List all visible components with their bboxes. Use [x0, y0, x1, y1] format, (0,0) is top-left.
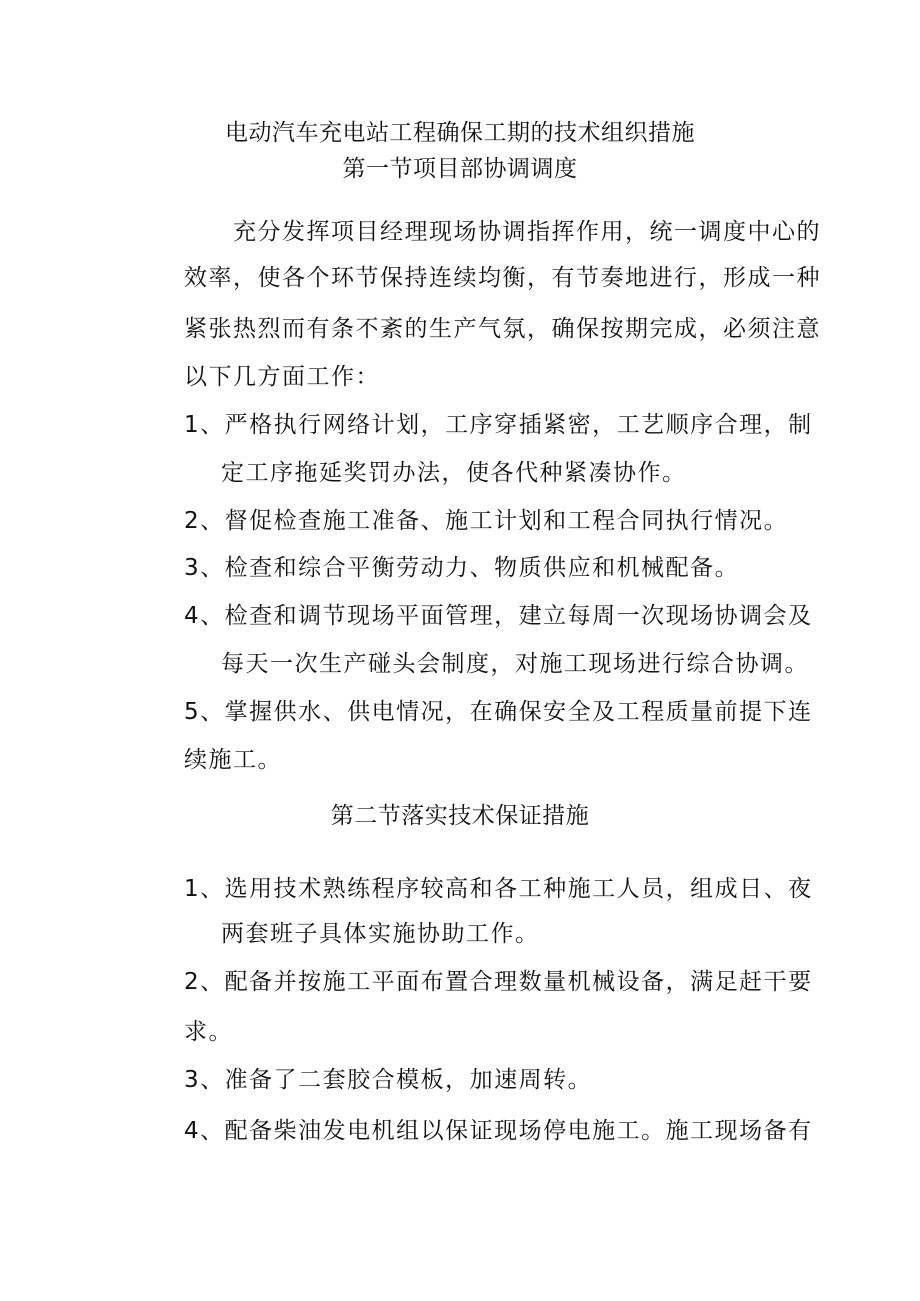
section1-item-5-line-1: 5、掌握供水、供电情况，在确保安全及工程质量前提下连 — [184, 699, 813, 725]
section2-item-1-line-2: 两套班子具体实施协助工作。 — [221, 921, 540, 947]
section1-heading: 第一节项目部协调调度 — [342, 156, 578, 182]
section2-item-2-line-2: 求。 — [184, 1019, 233, 1045]
section1-item-5-line-2: 续施工。 — [184, 747, 282, 773]
section1-intro-line: 紧张热烈而有条不紊的生产气氛，确保按期完成，必须注意 — [184, 316, 821, 342]
section1-intro-line: 充分发挥项目经理现场协调指挥作用，统一调度中心的 — [233, 219, 821, 245]
section1-item-1-line-1: 1、严格执行网络计划，工序穿插紧密，工艺顺序合理，制 — [184, 412, 813, 438]
section1-intro-line: 效率，使各个环节保持连续均衡，有节奏地进行，形成一种 — [184, 265, 821, 291]
section2-heading: 第二节落实技术保证措施 — [330, 803, 590, 829]
section2-item-3: 3、准备了二套胶合模板，加速周转。 — [184, 1067, 593, 1093]
section1-item-4-line-1: 4、检查和调节现场平面管理，建立每周一次现场协调会及 — [184, 603, 813, 629]
section1-item-2: 2、督促检查施工准备、施工计划和工程合同执行情况。 — [184, 508, 789, 534]
section2-item-4-line-1: 4、配备柴油发电机组以保证现场停电施工。施工现场备有 — [184, 1118, 813, 1144]
document-title: 电动汽车充电站工程确保工期的技术组织措施 — [225, 120, 695, 146]
section1-item-1-line-2: 定工序拖延奖罚办法，使各代种紧凑协作。 — [221, 460, 687, 486]
section2-item-1-line-1: 1、选用技术熟练程序较高和各工种施工人员，组成日、夜 — [184, 876, 813, 902]
section1-item-4-line-2: 每天一次生产碰头会制度，对施工现场进行综合协调。 — [221, 651, 809, 677]
section1-intro-line: 以下几方面工作： — [184, 364, 380, 390]
section2-item-2-line-1: 2、配备并按施工平面布置合理数量机械设备，满足赶干要 — [184, 969, 813, 995]
section1-item-3: 3、检查和综合平衡劳动力、物质供应和机械配备。 — [184, 555, 740, 581]
